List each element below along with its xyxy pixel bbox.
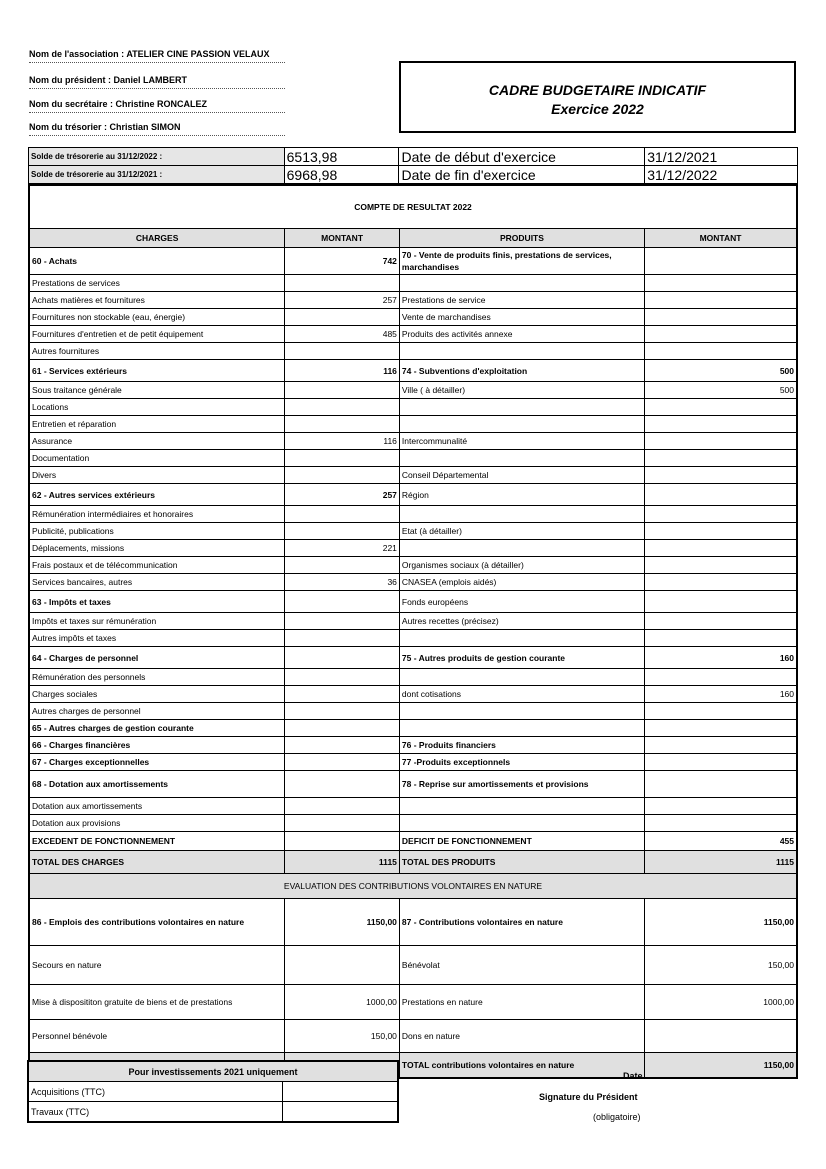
product-amount xyxy=(645,506,797,523)
product-amount: 500 xyxy=(645,382,797,399)
contribution-use-amount xyxy=(285,946,400,985)
income-statement-table xyxy=(28,184,798,1079)
contribution-amount: 150,00 xyxy=(645,946,797,985)
contribution-use-label: Personnel bénévole xyxy=(29,1020,285,1053)
charge-label: 63 - Impôts et taxes xyxy=(29,591,285,613)
investments-title: Pour investissements 2021 uniquement xyxy=(28,1061,398,1082)
charge-amount xyxy=(285,686,400,703)
end-date-label: Date de fin d'exercice xyxy=(399,166,645,184)
product-label xyxy=(399,669,644,686)
contribution-use-amount: 150,00 xyxy=(285,1020,400,1053)
charge-amount: 116 xyxy=(285,433,400,450)
product-label xyxy=(399,506,644,523)
product-label: 75 - Autres produits de gestion courante xyxy=(399,647,644,669)
product-amount xyxy=(645,737,797,754)
total-contributions-amount: 1150,00 xyxy=(645,1053,797,1079)
product-amount xyxy=(645,754,797,771)
charge-label: Assurance xyxy=(29,433,285,450)
contribution-label: Prestations en nature xyxy=(399,985,644,1020)
secretary-name: Nom du secrétaire : Christine RONCALEZ xyxy=(29,99,285,113)
charge-amount: 36 xyxy=(285,574,400,591)
product-label xyxy=(399,720,644,737)
product-amount xyxy=(645,343,797,360)
charge-label: Documentation xyxy=(29,450,285,467)
charge-label: Sous traitance générale xyxy=(29,382,285,399)
product-amount xyxy=(645,292,797,309)
start-date-label: Date de début d'exercice xyxy=(399,148,645,166)
product-amount xyxy=(645,591,797,613)
contribution-label: Dons en nature xyxy=(399,1020,644,1053)
product-label: Prestations de service xyxy=(399,292,644,309)
product-amount xyxy=(645,309,797,326)
charge-label: Publicité, publications xyxy=(29,523,285,540)
product-label xyxy=(399,815,644,832)
solde-2021-label: Solde de trésorerie au 31/12/2021 : xyxy=(29,166,285,184)
product-amount xyxy=(645,815,797,832)
product-amount xyxy=(645,703,797,720)
charge-label: Locations xyxy=(29,399,285,416)
charge-label: Dotation aux provisions xyxy=(29,815,285,832)
contribution-amount xyxy=(645,1020,797,1053)
charge-label: 64 - Charges de personnel xyxy=(29,647,285,669)
product-label xyxy=(399,798,644,815)
mandatory-note: (obligatoire) xyxy=(593,1112,641,1122)
product-amount xyxy=(645,720,797,737)
charge-label: Divers xyxy=(29,467,285,484)
charge-label: Fournitures non stockable (eau, énergie) xyxy=(29,309,285,326)
charge-amount xyxy=(285,703,400,720)
start-date-value: 31/12/2021 xyxy=(645,148,798,166)
charge-amount xyxy=(285,450,400,467)
contribution-use-label: Secours en nature xyxy=(29,946,285,985)
product-amount xyxy=(645,613,797,630)
date-label: Date xyxy=(623,1071,643,1081)
contribution-label: 87 - Contributions volontaires en nature xyxy=(399,899,644,946)
product-label: DEFICIT DE FONCTIONNEMENT xyxy=(399,832,644,851)
charge-amount xyxy=(285,832,400,851)
charge-amount xyxy=(285,754,400,771)
charge-amount xyxy=(285,720,400,737)
president-name: Nom du président : Daniel LAMBERT xyxy=(29,75,285,89)
investment-label: Travaux (TTC) xyxy=(28,1102,283,1123)
product-amount xyxy=(645,574,797,591)
solde-2021-value: 6968,98 xyxy=(284,166,399,184)
contribution-use-amount: 1150,00 xyxy=(285,899,400,946)
product-label: Région xyxy=(399,484,644,506)
charge-label: 62 - Autres services extérieurs xyxy=(29,484,285,506)
total-charges-amount: 1115 xyxy=(285,851,400,874)
statement-title: COMPTE DE RESULTAT 2022 xyxy=(29,185,797,229)
charge-amount: 221 xyxy=(285,540,400,557)
product-amount xyxy=(645,484,797,506)
product-label: Vente de marchandises xyxy=(399,309,644,326)
signature-label: Signature du Président xyxy=(539,1092,638,1102)
charge-amount xyxy=(285,613,400,630)
charge-label: 60 - Achats xyxy=(29,248,285,275)
contribution-use-amount: 1000,00 xyxy=(285,985,400,1020)
charge-amount xyxy=(285,737,400,754)
product-label xyxy=(399,703,644,720)
col-header-montant-charges: MONTANT xyxy=(285,229,400,248)
investment-value xyxy=(283,1102,398,1123)
charge-label: 66 - Charges financières xyxy=(29,737,285,754)
product-amount xyxy=(645,798,797,815)
charge-label: Impôts et taxes sur rémunération xyxy=(29,613,285,630)
product-amount xyxy=(645,630,797,647)
product-label xyxy=(399,399,644,416)
product-amount xyxy=(645,523,797,540)
product-label: 74 - Subventions d'exploitation xyxy=(399,360,644,382)
charge-label: Entretien et réparation xyxy=(29,416,285,433)
charge-amount: 116 xyxy=(285,360,400,382)
product-label: Organismes sociaux (à détailler) xyxy=(399,557,644,574)
product-amount xyxy=(645,433,797,450)
product-label xyxy=(399,630,644,647)
product-label xyxy=(399,416,644,433)
product-amount xyxy=(645,540,797,557)
product-label: Intercommunalité xyxy=(399,433,644,450)
contribution-label: Bénévolat xyxy=(399,946,644,985)
charge-amount xyxy=(285,557,400,574)
contribution-amount: 1150,00 xyxy=(645,899,797,946)
product-amount: 500 xyxy=(645,360,797,382)
charge-amount xyxy=(285,523,400,540)
charge-label: 68 - Dotation aux amortissements xyxy=(29,771,285,798)
contribution-use-label: 86 - Emplois des contributions volontaires en nature xyxy=(29,899,285,946)
solde-2022-label: Solde de trésorerie au 31/12/2022 : xyxy=(29,148,285,166)
product-amount: 160 xyxy=(645,686,797,703)
charge-label: Services bancaires, autres xyxy=(29,574,285,591)
charge-label: Rémunération intermédiaires et honoraires xyxy=(29,506,285,523)
charge-amount xyxy=(285,467,400,484)
charge-label: Frais postaux et de télécommunication xyxy=(29,557,285,574)
product-amount xyxy=(645,467,797,484)
budget-frame-title xyxy=(399,61,796,133)
product-amount xyxy=(645,275,797,292)
product-label: Fonds européens xyxy=(399,591,644,613)
end-date-value: 31/12/2022 xyxy=(645,166,798,184)
product-label xyxy=(399,343,644,360)
charge-label: 61 - Services extérieurs xyxy=(29,360,285,382)
charge-label: Rémunération des personnels xyxy=(29,669,285,686)
charge-label: EXCEDENT DE FONCTIONNEMENT xyxy=(29,832,285,851)
charge-amount xyxy=(285,630,400,647)
charge-label: 67 - Charges exceptionnelles xyxy=(29,754,285,771)
col-header-produits: PRODUITS xyxy=(399,229,644,248)
product-label xyxy=(399,275,644,292)
product-label: 78 - Reprise sur amortissements et provisions xyxy=(399,771,644,798)
charge-label: Prestations de services xyxy=(29,275,285,292)
charge-label: Autres fournitures xyxy=(29,343,285,360)
charge-amount xyxy=(285,399,400,416)
total-products-label: TOTAL DES PRODUITS xyxy=(399,851,644,874)
product-amount: 455 xyxy=(645,832,797,851)
charge-label: Dotation aux amortissements xyxy=(29,798,285,815)
charge-amount xyxy=(285,382,400,399)
investment-label: Acquisitions (TTC) xyxy=(28,1082,283,1102)
charge-amount xyxy=(285,309,400,326)
charge-amount xyxy=(285,771,400,798)
charge-amount xyxy=(285,798,400,815)
product-label xyxy=(399,540,644,557)
charge-label: Charges sociales xyxy=(29,686,285,703)
charge-amount xyxy=(285,591,400,613)
product-amount xyxy=(645,248,797,275)
treasury-table xyxy=(28,147,798,184)
charge-amount: 485 xyxy=(285,326,400,343)
charge-label: Autres impôts et taxes xyxy=(29,630,285,647)
charge-amount xyxy=(285,815,400,832)
treasurer-name: Nom du trésorier : Christian SIMON xyxy=(29,122,285,136)
contributions-section-title: EVALUATION DES CONTRIBUTIONS VOLONTAIRES EN NATURE xyxy=(29,874,797,899)
product-label: Autres recettes (précisez) xyxy=(399,613,644,630)
budget-frame-line1: CADRE BUDGETAIRE INDICATIF xyxy=(488,82,707,98)
total-charges-label: TOTAL DES CHARGES xyxy=(29,851,285,874)
investments-table xyxy=(27,1060,399,1123)
charge-label: Achats matières et fournitures xyxy=(29,292,285,309)
charge-amount: 742 xyxy=(285,248,400,275)
product-amount xyxy=(645,771,797,798)
investment-value xyxy=(283,1082,398,1102)
association-name: Nom de l'association : ATELIER CINE PASSION VELAUX xyxy=(29,49,285,63)
charge-amount: 257 xyxy=(285,292,400,309)
product-amount xyxy=(645,326,797,343)
product-label: 70 - Vente de produits finis, prestations de services, marchandises xyxy=(399,248,644,275)
total-products-amount: 1115 xyxy=(645,851,797,874)
charge-label: 65 - Autres charges de gestion courante xyxy=(29,720,285,737)
product-amount xyxy=(645,669,797,686)
col-header-montant-produits: MONTANT xyxy=(645,229,797,248)
charge-label: Fournitures d'entretien et de petit équipement xyxy=(29,326,285,343)
charge-amount xyxy=(285,669,400,686)
total-contributions-label: TOTAL contributions volontaires en nature xyxy=(399,1053,644,1079)
product-label: 76 - Produits financiers xyxy=(399,737,644,754)
charge-label: Autres charges de personnel xyxy=(29,703,285,720)
product-amount xyxy=(645,450,797,467)
charge-amount xyxy=(285,343,400,360)
charge-amount xyxy=(285,647,400,669)
budget-frame-line2: Exercice 2022 xyxy=(551,101,644,117)
charge-amount xyxy=(285,275,400,292)
product-amount xyxy=(645,557,797,574)
contribution-amount: 1000,00 xyxy=(645,985,797,1020)
product-amount: 160 xyxy=(645,647,797,669)
product-amount xyxy=(645,399,797,416)
charge-amount: 257 xyxy=(285,484,400,506)
product-label xyxy=(399,450,644,467)
solde-2022-value: 6513,98 xyxy=(284,148,399,166)
product-label: dont cotisations xyxy=(399,686,644,703)
product-amount xyxy=(645,416,797,433)
contribution-use-label: Mise à disposititon gratuite de biens et de prestations xyxy=(29,985,285,1020)
product-label: Produits des activités annexe xyxy=(399,326,644,343)
charge-amount xyxy=(285,506,400,523)
product-label: Etat (à détailler) xyxy=(399,523,644,540)
product-label: 77 -Produits exceptionnels xyxy=(399,754,644,771)
product-label: Conseil Départemental xyxy=(399,467,644,484)
product-label: Ville ( à détailler) xyxy=(399,382,644,399)
col-header-charges: CHARGES xyxy=(29,229,285,248)
charge-label: Déplacements, missions xyxy=(29,540,285,557)
charge-amount xyxy=(285,416,400,433)
product-label: CNASEA (emplois aidés) xyxy=(399,574,644,591)
